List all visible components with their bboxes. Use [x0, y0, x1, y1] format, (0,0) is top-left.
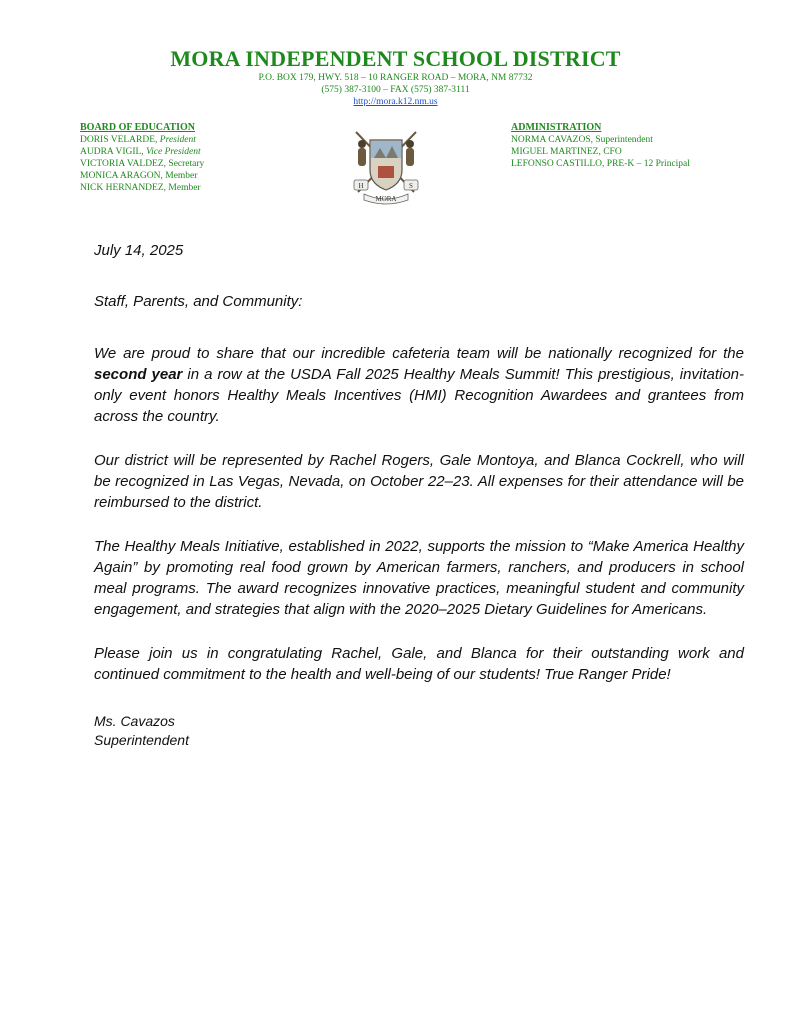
- board-member: AUDRA VIGIL, Vice President: [80, 147, 201, 157]
- board-heading: BOARD OF EDUCATION: [80, 122, 196, 133]
- administrator: LEFONSO CASTILLO, PRE-K – 12 Principal: [511, 159, 690, 169]
- signature-title: Superintendent: [94, 732, 189, 748]
- board-member: MONICA ARAGON, Member: [80, 171, 198, 181]
- board-member: NICK HERNANDEZ, Member: [80, 183, 201, 193]
- signature-block: [94, 712, 189, 750]
- paragraph-representatives: Our district will be represented by Rachel Rogers, Gale Montoya, and Blanca Cockrell, who will be recognized in Las Vegas, Nevada, on October 22–23. All expenses for their attendance will be reimbursed to the district.: [94, 452, 744, 511]
- district-name: MORA INDEPENDENT SCHOOL DISTRICT: [170, 46, 621, 71]
- signature-name: Ms. Cavazos: [94, 713, 175, 729]
- administration-heading: ADMINISTRATION: [511, 122, 602, 133]
- paragraph-congratulations: Please join us in congratulating Rachel, Gale, and Blanca for their outstanding work and continued commitment to the health and well-being of our students! True Ranger Pride!: [94, 645, 744, 683]
- district-phone-fax: (575) 387-3100 – FAX (575) 387-3111: [321, 85, 470, 95]
- district-website-link[interactable]: http://mora.k12.nm.us: [353, 97, 438, 107]
- district-address: P.O. BOX 179, HWY. 518 – 10 RANGER ROAD – MORA, NM 87732: [258, 73, 533, 83]
- letter-salutation: Staff, Parents, and Community:: [94, 293, 303, 310]
- board-of-education: [80, 122, 204, 194]
- crest-banner-text: MORA: [375, 195, 397, 203]
- crest-letter-left: H: [358, 182, 364, 190]
- administration: [511, 122, 690, 170]
- board-member: VICTORIA VALDEZ, Secretary: [80, 159, 205, 169]
- board-member: DORIS VELARDE, President: [80, 135, 196, 145]
- administrator: NORMA CAVAZOS, Superintendent: [511, 135, 653, 145]
- crest-letter-right: S: [409, 182, 413, 190]
- paragraph-initiative: The Healthy Meals Initiative, established in 2022, supports the mission to “Make America Healthy Again” by promoting real food grown by American farmers, ranchers, and producers in school meal programs. The award recognizes innovative practices, meaningful student and community engagement, and strategies that align with the 2020–2025 Dietary Guidelines for Americans.: [94, 538, 744, 618]
- letter-date: July 14, 2025: [94, 242, 184, 259]
- administrator: MIGUEL MARTINEZ, CFO: [511, 147, 622, 157]
- school-crest-logo: [348, 128, 424, 206]
- paragraph-recognition: We are proud to share that our incredible cafeteria team will be nationally recognized for the second year in a row at the USDA Fall 2025 Healthy Meals Summit! This prestigious, invitation-only event honors Healthy Meals Incentives (HMI) Recognition Awardees and grantees from across the country.: [94, 345, 745, 425]
